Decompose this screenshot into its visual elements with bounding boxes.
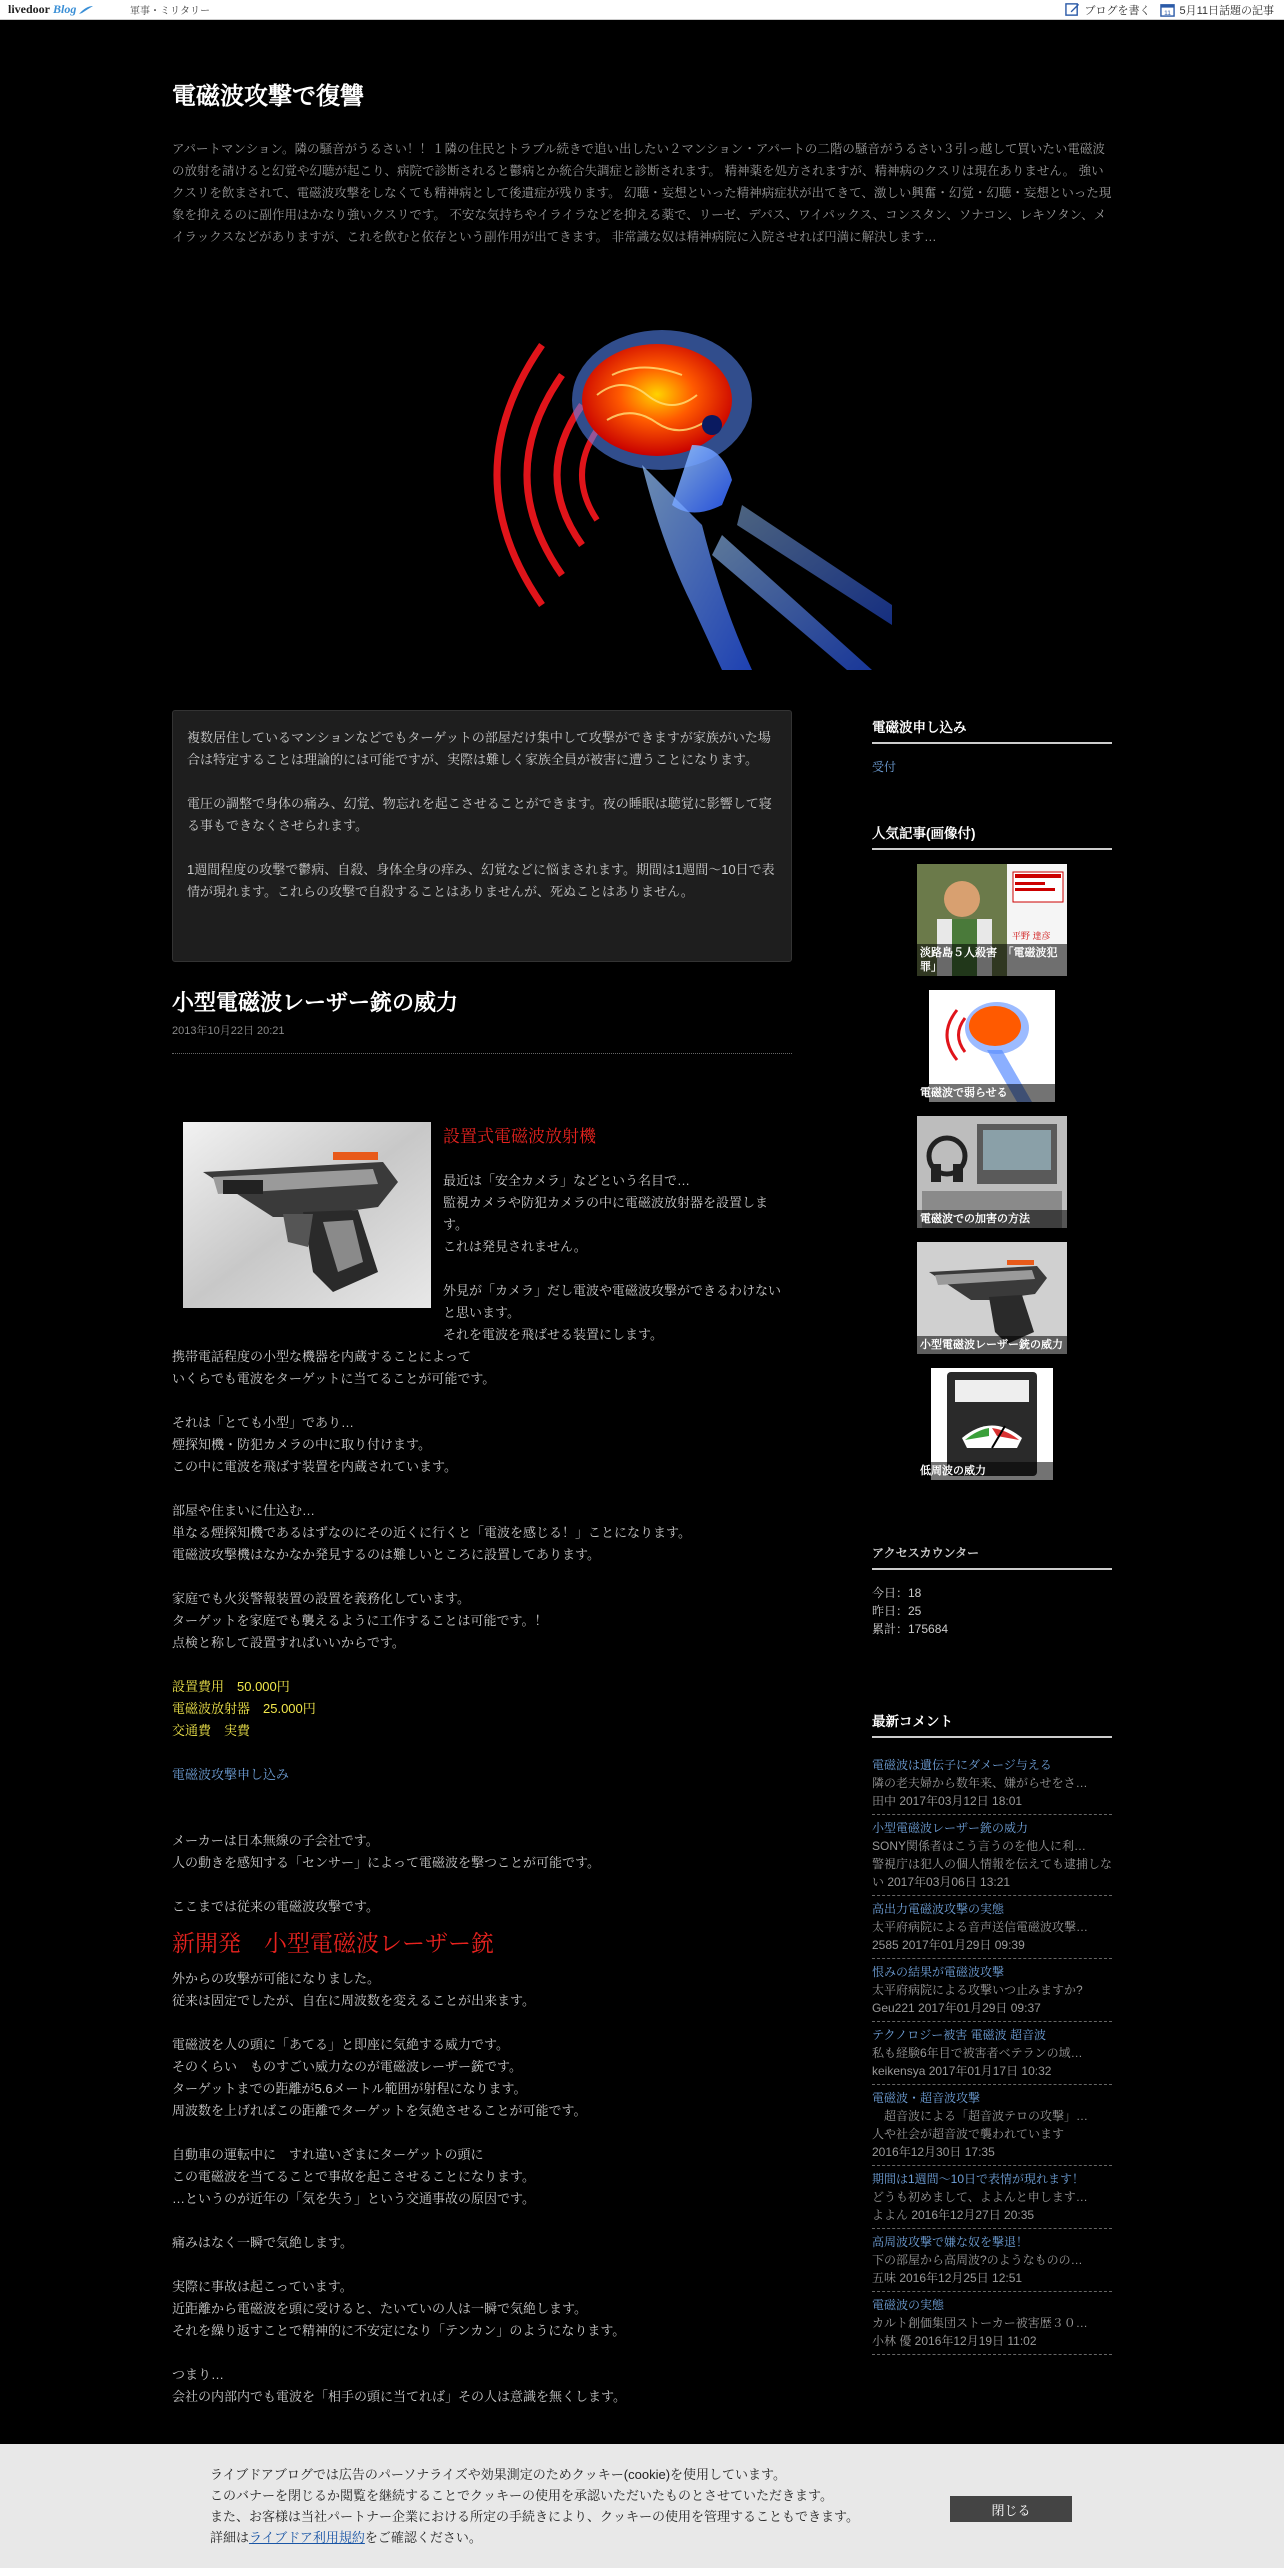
cookie-line: ライブドアブログでは広告のパーソナライズや効果測定のためクッキー(cookie)を使用しています。	[210, 2467, 786, 2482]
logo-blog-text: Blog	[53, 2, 77, 16]
comment-article-link[interactable]: 電磁波の実態	[872, 2298, 945, 2312]
popular-item-caption: 淡路島５人殺害 「電磁波犯罪」	[917, 944, 1067, 976]
article-line: ターゲットまでの距離が5.6メートル範囲が射程になります。	[172, 2081, 527, 2096]
popular-item-caption: 小型電磁波レーザー銃の威力	[917, 1336, 1067, 1354]
article-apply-link[interactable]: 電磁波攻撃申し込み	[172, 1767, 290, 1782]
article-line: そのくらい ものすごい威力なのが電磁波レーザー銃です。	[172, 2059, 522, 2074]
logo-text: livedoor	[8, 2, 50, 16]
write-blog-button[interactable]	[1065, 2, 1150, 18]
write-blog-label: ブログを書く	[1084, 4, 1151, 17]
article-line: それは「とても小型」であり…	[172, 1415, 355, 1430]
article-line: 自動車の運転中に すれ違いざまにターゲットの頭に	[172, 2147, 484, 2162]
comment-item	[872, 1959, 1112, 2022]
apply-section	[872, 716, 1112, 776]
article-line	[172, 1742, 792, 1764]
blog-description: アパートマンション。隣の騒音がうるさい！！１隣の住民とトラブル続きで追い出したい２マンション・アパートの二階の騒音がうるさい３引っ越して買いたい電磁波の放射を請けると幻覚や幻聴が起こり、病院で診断されると鬱病とか統合失調症と診断されます。 精神薬を処方されますが、精神病のクスリは現在ありません。 強いクスリを飲まされて、電磁波攻撃をしなくても精神病として後遺症が残ります。 幻聴・妄想といった精神病症状が出てきて、激しい興奮・幻覚・幻聴・妄想といった現象を抑えるのに副作用はかなり強いクスリです。 不安な気持ちやイライラなどを抑える薬で、リーゼ、デパス、ワイパックス、コンスタン、ソナコン、レキソタン、メイラックスなどがありますが、これを飲むと依存という副作用が出てきます。 非常識な奴は精神病院に入院させれば円満に解決します…	[172, 142, 1112, 244]
article-title[interactable]: 小型電磁波レーザー銃の威力	[172, 990, 459, 1015]
livedoor-blog-logo[interactable]	[8, 2, 108, 17]
article-line: 外からの攻撃が可能になりました。	[172, 1971, 381, 1986]
article-line: 監視カメラや防犯カメラの中に電磁波放射器を設置します。	[443, 1195, 769, 1232]
comment-meta: 田中 2017年03月12日 18:01	[872, 1794, 1023, 1808]
pencil-icon	[1065, 2, 1080, 17]
comment-article-link[interactable]: テクノロジー被害 電磁波 超音波	[872, 2028, 1046, 2042]
article-line: 電磁波放射器 25.000円	[172, 1701, 316, 1716]
comment-excerpt[interactable]: カルト創価集団ストーカー被害歴３０…	[872, 2316, 1088, 2330]
popular-item-caption: 電磁波での加害の方法	[917, 1210, 1067, 1228]
article-line: それを繰り返すことで精神的に不安定になり「テンカン」のようになります。	[172, 2323, 626, 2338]
comment-meta: 2585 2017年01月29日 09:39	[872, 1938, 1025, 1952]
comment-item	[872, 1752, 1112, 1815]
terms-link[interactable]: ライブドア利用規約	[249, 2530, 365, 2545]
comment-meta: よよん 2016年12月27日 20:35	[872, 2208, 1035, 2222]
article-line	[172, 1258, 792, 1280]
article-line: 携帯電話程度の小型な機器を内蔵することによって	[172, 1349, 472, 1364]
comment-item	[872, 2166, 1112, 2229]
notice-paragraph: 複数居住しているマンションなどでもターゲットの部屋だけ集中して攻撃ができますが家族がいた場合は特定することは理論的には可能ですが、実際は難しく家族全員が被害に遭うことになります。	[187, 730, 771, 767]
article-line: 電磁波攻撃機はなかなか発見するのは難しいところに設置してあります。	[172, 1547, 600, 1562]
article-line: いくらでも電波をターゲットに当てることが可能です。	[172, 1371, 496, 1386]
comment-item	[872, 2085, 1112, 2166]
access-counter-section	[872, 1544, 1112, 1638]
cookie-pre: 詳細は	[210, 2530, 250, 2545]
notice-box	[172, 710, 792, 962]
comment-excerpt[interactable]: 隣の老夫婦から数年来、嫌がらせをさ…	[872, 1776, 1088, 1790]
comment-item	[872, 1896, 1112, 1959]
comment-item	[872, 2292, 1112, 2355]
comment-article-link[interactable]: 恨みの結果が電磁波攻撃	[872, 1965, 1005, 1979]
article-line: 会社の内部内でも電波を「相手の頭に当てれば」その人は意識を無くします。	[172, 2389, 626, 2404]
apply-link[interactable]: 受付	[872, 760, 897, 774]
article-line: 交通費 実費	[172, 1723, 251, 1738]
comment-article-link[interactable]: 電磁波は遺伝子にダメージ与える	[872, 1758, 1052, 1772]
comment-excerpt[interactable]: 太平府病院による音声送信電磁波攻撃…	[872, 1920, 1089, 1934]
article-date: 2013年10月22日 20:21	[172, 1025, 285, 1037]
comment-excerpt-continued: 人や社会が超音波で襲われています	[872, 2127, 1065, 2141]
article-line: ここまでは従来の電磁波攻撃です。	[172, 1899, 379, 1914]
article-line	[172, 1786, 792, 1808]
article-line: 最近は「安全カメラ」などという名目で…	[443, 1173, 691, 1188]
article-line: それを電波を飛ばせる装置にします。	[443, 1327, 663, 1342]
counter-total: 累計：175684	[872, 1622, 949, 1636]
comment-article-link[interactable]: 高出力電磁波攻撃の実態	[872, 1902, 1005, 1916]
article-line: 部屋や住まいに仕込む…	[172, 1503, 316, 1518]
comment-excerpt-continued: 警視庁は犯人の個人情報を伝えても逮捕しない 2017年03月06日 13:21	[872, 1857, 1113, 1889]
article-line: この電磁波を当てることで事故を起こさせることになります。	[172, 2169, 535, 2184]
article-subheading: 新開発 小型電磁波レーザー銃	[172, 1930, 494, 1956]
article-line: 設置費用 50.000円	[172, 1679, 290, 1694]
cookie-line: また、お客様は当社パートナー企業における所定の手続きにより、クッキーの使用を管理することもできます。	[210, 2509, 859, 2524]
article-line: 単なる煙探知機であるはずなのにその近くに行くと「電波を感じる！」ことになります。	[172, 1525, 691, 1540]
article-line: 点検と称して設置すればいいからです。	[172, 1635, 405, 1650]
article-line	[172, 2122, 792, 2144]
top-bar	[0, 0, 1284, 20]
cookie-text	[210, 2464, 930, 2548]
article-line	[172, 1390, 792, 1412]
comment-excerpt[interactable]: 太平府病院による攻撃いつ止みますか?	[872, 1983, 1083, 1997]
cookie-close-button[interactable]: 閉じる	[950, 2496, 1072, 2522]
popular-articles-section	[872, 822, 1112, 1480]
article-line: 人の動きを感知する「センサー」によって電磁波を撃つことが可能です。	[172, 1855, 600, 1870]
comment-meta: keikensya 2017年01月17日 10:32	[872, 2064, 1052, 2078]
recent-comments-section	[872, 1710, 1112, 2355]
cookie-post: をご確認ください。	[364, 2530, 482, 2545]
comment-excerpt[interactable]: 超音波による「超音波テロの攻撃」…	[872, 2109, 1089, 2123]
article-divider	[172, 1053, 792, 1054]
notice-paragraph: 1週間程度の攻撃で鬱病、自殺、身体全身の痒み、幻覚などに悩まされます。期間は1週間～10日で表情が現れます。これらの攻撃で自殺することはありませんが、死ぬことはありません。	[187, 862, 775, 899]
article-line: 近距離から電磁波を頭に受けると、たいていの人は一瞬で気絶します。	[172, 2301, 587, 2316]
comment-excerpt[interactable]: SONY関係者はこう言うのを他人に利…	[872, 1839, 1087, 1853]
comment-meta: 2016年12月30日 17:35	[872, 2145, 995, 2159]
sidebar	[872, 716, 1112, 2401]
article-line: 痛みはなく一瞬で気絶します。	[172, 2235, 353, 2250]
comment-excerpt[interactable]: 私も経験6年目で被害者ベテランの域…	[872, 2046, 1083, 2060]
topics-label: 5月11日話題の記事	[1179, 4, 1274, 17]
counter-today: 今日：18	[872, 1586, 922, 1600]
popular-item[interactable]	[917, 1116, 1067, 1228]
popular-item-caption: 低周波の威力	[917, 1462, 1067, 1480]
comment-item	[872, 2229, 1112, 2292]
cookie-line	[210, 2527, 930, 2548]
comment-article-link[interactable]: 期間は1週間～10日で表情が現れます！	[872, 2172, 1085, 2186]
header-image-skull-xray	[392, 305, 892, 670]
comment-item	[872, 2022, 1112, 2085]
popular-item[interactable]	[917, 864, 1067, 976]
article-line: メーカーは日本無線の子会社です。	[172, 1833, 379, 1848]
article-line: 煙探知機・防犯カメラの中に取り付けます。	[172, 1437, 431, 1452]
apply-heading: 電磁波申し込み	[872, 716, 1112, 744]
article-line	[172, 2342, 792, 2364]
photo-name: 平野 達彦	[1012, 931, 1051, 941]
article-line: …というのが近年の「気を失う」という交通事故の原因です。	[172, 2191, 535, 2206]
article-line: 実際に事故は起こっています。	[172, 2279, 353, 2294]
article-line: 周波数を上げればこの距離でターゲットを気絶させることが可能です。	[172, 2103, 587, 2118]
article-line	[172, 1148, 792, 1170]
article-line: この中に電波を飛ばす装置を内蔵されています。	[172, 1459, 457, 1474]
comment-item	[872, 1815, 1112, 1896]
comment-meta: 小林 優 2016年12月19日 11:02	[872, 2334, 1037, 2348]
popular-heading: 人気記事(画像付)	[872, 822, 1112, 850]
article-line	[172, 1874, 792, 1896]
article-line	[172, 2210, 792, 2232]
topics-link[interactable]	[1160, 2, 1274, 18]
popular-item[interactable]	[917, 990, 1067, 1102]
notice-paragraph: 電圧の調整で身体の痛み、幻覚、物忘れを起こさせることができます。夜の睡眠は聴覚に影響して寝る事もできなくさせられます。	[187, 796, 772, 833]
comment-meta: 五味 2016年12月25日 12:51	[872, 2271, 1023, 2285]
popular-item[interactable]	[917, 1242, 1067, 1354]
article-line: ターゲットを家庭でも襲えるように工作することは可能です。！	[172, 1613, 548, 1628]
comment-excerpt[interactable]: 下の部屋から高周波?のようなものの…	[872, 2253, 1083, 2267]
article-line	[172, 2012, 792, 2034]
cookie-banner	[0, 2444, 1284, 2568]
svg-text:11: 11	[1164, 10, 1172, 17]
feather-icon	[78, 5, 94, 15]
article-line: 従来は固定でしたが、自在に周波数を変えることが出来ます。	[172, 1993, 535, 2008]
article-line: つまり…	[172, 2367, 225, 2382]
comment-excerpt[interactable]: どうも初めまして、よよんと申します…	[872, 2190, 1088, 2204]
article-line	[172, 1478, 792, 1500]
article-line	[172, 1654, 792, 1676]
article-line	[172, 2254, 792, 2276]
counter-yesterday: 昨日：25	[872, 1604, 922, 1618]
blog-title[interactable]: 電磁波攻撃で復讐	[172, 83, 364, 110]
article-line	[172, 1808, 792, 1830]
popular-item[interactable]	[917, 1368, 1067, 1480]
article-line: 外見が「カメラ」だし電波や電磁波攻撃ができるわけないと思います。	[443, 1283, 782, 1320]
calendar-icon	[1160, 2, 1175, 17]
article-subheading: 設置式電磁波放射機	[443, 1127, 596, 1146]
counter-heading: アクセスカウンター	[872, 1544, 1112, 1570]
cookie-line: このバナーを閉じるか閲覧を継続することでクッキーの使用を承認いただいたものとさせていただきます。	[210, 2488, 833, 2503]
popular-item-caption: 電磁波で弱らせる	[917, 1084, 1067, 1102]
article-line	[172, 1566, 792, 1588]
comment-article-link[interactable]: 小型電磁波レーザー銃の威力	[872, 1821, 1029, 1835]
article-line: 家庭でも火災警報装置の設置を義務化しています。	[172, 1591, 470, 1606]
comment-article-link[interactable]: 電磁波・超音波攻撃	[872, 2091, 981, 2105]
comments-heading: 最新コメント	[872, 1710, 1112, 1738]
article-line: 電磁波を人の頭に「あてる」と即座に気絶する威力です。	[172, 2037, 509, 2052]
blog-category-link[interactable]: 軍事・ミリタリー	[130, 6, 210, 17]
article-line: これは発見されません。	[443, 1239, 587, 1254]
article-body	[172, 1126, 792, 2408]
comment-meta: Geu221 2017年01月29日 09:37	[872, 2001, 1041, 2015]
comment-article-link[interactable]: 高周波攻撃で嫌な奴を撃退！	[872, 2235, 1029, 2249]
